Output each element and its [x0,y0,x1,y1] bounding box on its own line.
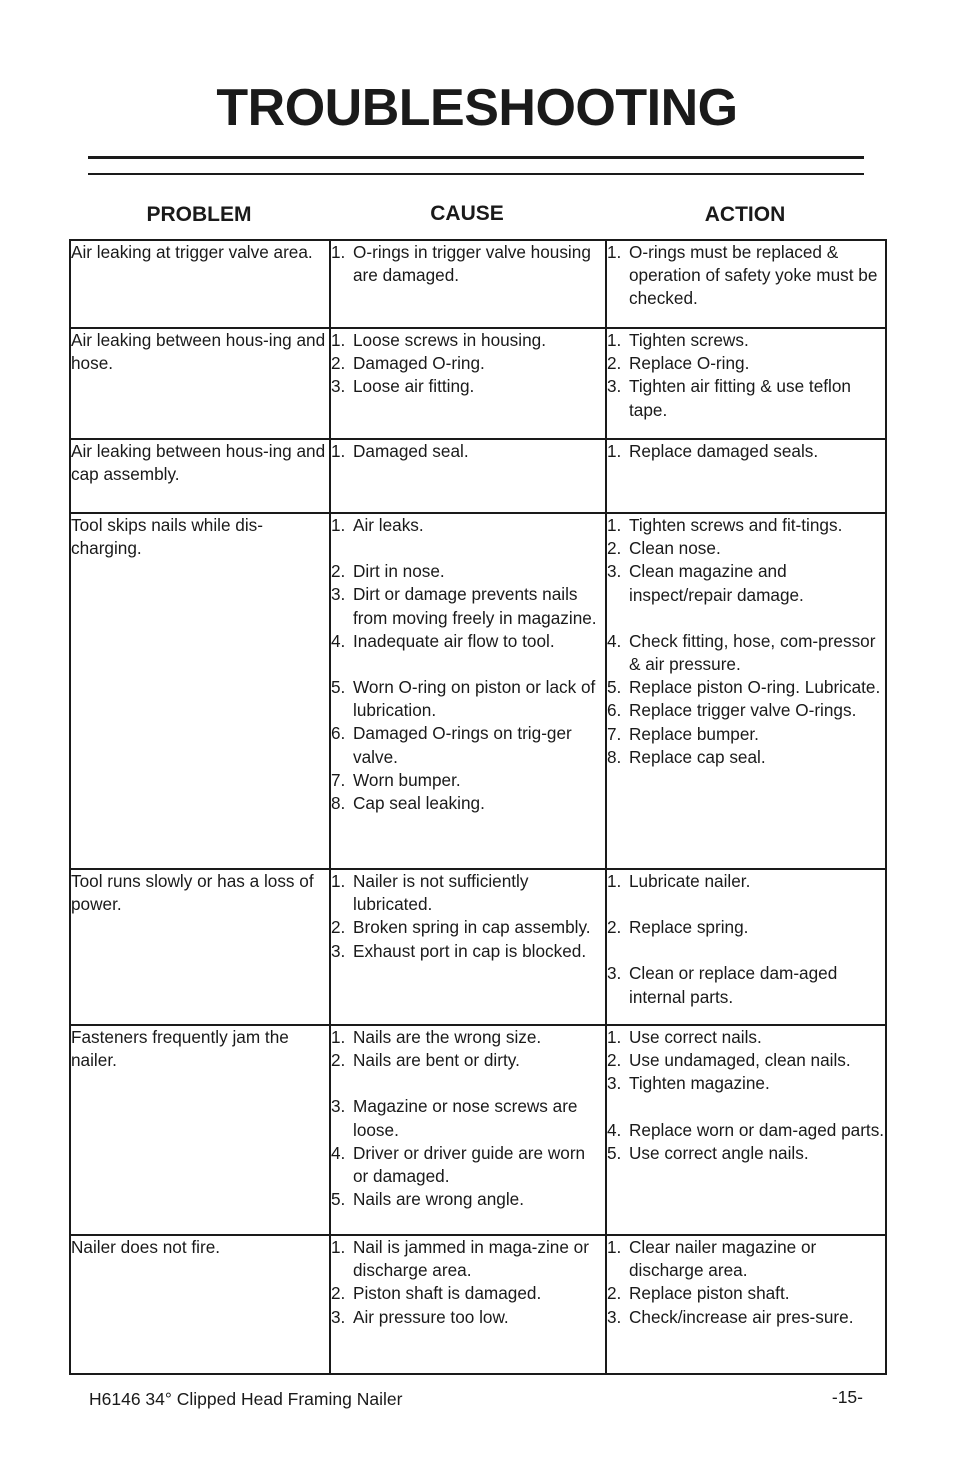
table-row [70,513,886,869]
item-number: 3. [607,1306,622,1327]
action-cell [606,1025,886,1235]
item-text: Inadequate air flow to tool. [353,630,555,651]
item-text: Magazine or nose screws are loose. [353,1096,578,1140]
list-item [331,940,605,963]
item-text: Replace damaged seals. [629,441,819,461]
list-item [331,1282,605,1305]
problem-text: Tool runs slowly or has a loss of power. [71,871,314,915]
item-text: Damaged O-ring. [353,353,485,374]
item-text: Nails are bent or dirty. [353,1050,520,1071]
item-text: Clean or replace dam-aged internal parts. [629,963,838,1007]
table-row [70,328,886,439]
problem-cell [70,513,330,869]
list-item [331,1095,605,1141]
list-item [607,1072,885,1095]
item-number: 8. [331,793,346,814]
item-text: Check/increase air pres-sure. [629,1306,854,1327]
list-item [331,1236,605,1282]
action-cell [606,328,886,439]
item-text: Replace trigger valve O-rings. [629,700,857,721]
item-number: 3. [331,376,346,397]
list-item [607,746,885,769]
item-number: 1. [331,441,346,461]
list-item [331,769,605,792]
page-title: TROUBLESHOOTING [216,79,738,137]
item-number: 1. [331,330,346,350]
list-item [331,514,605,537]
item-text: Nails are the wrong size. [353,1027,542,1047]
cause-cell [330,328,606,439]
cause-cell [330,513,606,869]
list-item [607,352,885,375]
list-item [331,676,605,722]
problem-text: Air leaking between hous-ing and cap assembly. [71,441,326,485]
list-item [331,583,605,629]
problem-cell [70,869,330,1025]
item-number: 3. [331,584,346,605]
item-text: Use correct angle nails. [629,1142,809,1163]
item-number: 5. [607,1142,622,1163]
action-cell [606,513,886,869]
list-item [607,630,885,676]
item-text: Piston shaft is damaged. [353,1283,542,1304]
item-number: 2. [607,1283,622,1304]
item-number: 6. [331,723,346,744]
list-item [607,962,885,1008]
list-item [331,440,605,463]
list-item [607,676,885,699]
item-text: Clear nailer magazine or discharge area. [629,1237,817,1281]
list-item [331,792,605,815]
list-item [331,630,605,653]
problem-cell [70,240,330,328]
item-number: 1. [331,871,346,891]
list-item [607,514,885,537]
page-number: -15- [831,1387,863,1407]
item-text: Replace piston O-ring. Lubricate. [629,677,881,698]
item-text: Replace cap seal. [629,746,766,767]
item-number: 2. [607,538,622,559]
item-number: 1. [607,441,622,461]
title-rule-thick [88,156,864,159]
problem-cell [70,328,330,439]
item-number: 1. [607,1237,622,1257]
list-item [607,1119,885,1142]
item-text: Use undamaged, clean nails. [629,1050,851,1071]
list-item [607,560,885,606]
list-item [331,375,605,398]
item-number: 2. [331,1283,346,1304]
list-item [607,329,885,352]
action-cell [606,240,886,328]
item-text: Check fitting, hose, com-pressor & air pressure. [629,630,876,675]
item-number: 8. [607,746,622,767]
column-header-cause: CAUSE [430,202,504,225]
item-text: Worn O-ring on piston or lack of lubrication. [353,677,596,721]
item-text: Replace O-ring. [629,353,750,374]
list-item [331,241,605,287]
item-text: Air pressure too low. [353,1306,509,1327]
list-item [607,1049,885,1072]
list-item [607,1282,885,1305]
list-item [607,1026,885,1049]
cause-cell [330,1235,606,1374]
item-number: 3. [331,1096,346,1117]
list-item [331,1306,605,1329]
item-number: 4. [607,1119,622,1140]
item-text: Replace spring. [629,917,749,938]
problem-text: Nailer does not fire. [71,1237,221,1257]
item-text: O-rings must be replaced & operation of safety yoke must be checked. [629,242,878,309]
item-number: 7. [331,769,346,790]
item-number: 1. [331,1237,346,1257]
problem-text: Fasteners frequently jam the nailer. [71,1027,289,1071]
list-item [607,870,885,893]
item-number: 6. [607,700,622,721]
item-number: 1. [607,242,622,262]
list-item [331,1142,605,1188]
item-text: Replace piston shaft. [629,1283,790,1304]
item-number: 3. [607,963,622,984]
item-number: 1. [607,1027,622,1047]
item-number: 7. [607,723,622,744]
item-text: Dirt in nose. [353,561,445,582]
item-number: 2. [607,917,622,938]
list-item [607,375,885,421]
item-text: Damaged seal. [353,441,469,461]
list-item [331,916,605,939]
list-item [331,870,605,916]
item-text: Air leaks. [353,515,424,535]
action-cell [606,1235,886,1374]
column-header-problem: PROBLEM [146,203,252,226]
list-item [331,329,605,352]
item-number: 2. [607,1050,622,1071]
list-item [607,916,885,939]
item-number: 2. [331,1050,346,1071]
list-item [607,1306,885,1329]
item-text: Replace worn or dam-aged parts. [629,1119,885,1140]
column-header-action: ACTION [704,203,786,226]
table-row [70,1025,886,1235]
problem-cell [70,439,330,513]
item-number: 1. [331,242,346,262]
item-number: 5. [607,677,622,698]
problem-cell [70,1235,330,1374]
title-rule-thin [88,173,864,175]
list-item [331,560,605,583]
list-item [607,723,885,746]
problem-text: Air leaking between hous-ing and hose. [71,330,326,374]
item-text: Clean nose. [629,538,721,559]
item-text: Use correct nails. [629,1027,762,1047]
table-row [70,869,886,1025]
troubleshooting-table [69,239,887,1375]
list-item [331,1188,605,1211]
list-item [607,440,885,463]
item-text: Clean magazine and inspect/repair damage. [629,561,804,605]
list-item [331,1026,605,1049]
item-text: Tighten screws. [629,330,749,350]
item-text: Exhaust port in cap is blocked. [353,940,587,961]
item-text: Broken spring in cap assembly. [353,917,591,938]
action-cell [606,439,886,513]
item-text: Nailer is not sufficiently lubricated. [353,871,529,915]
list-item [607,241,885,311]
item-number: 5. [331,1189,346,1210]
item-number: 1. [607,330,622,350]
item-text: Lubricate nailer. [629,871,751,891]
item-text: Nails are wrong angle. [353,1189,525,1210]
item-text: Loose air fitting. [353,376,475,397]
item-text: Replace bumper. [629,723,759,744]
cause-cell [330,240,606,328]
cause-cell [330,869,606,1025]
list-item [607,699,885,722]
item-number: 2. [331,561,346,582]
table-row [70,240,886,328]
problem-text: Air leaking at trigger valve area. [71,242,313,262]
item-number: 2. [331,917,346,938]
item-number: 1. [331,1027,346,1047]
item-text: Damaged O-rings on trig-ger valve. [353,723,572,767]
item-text: Tighten magazine. [629,1073,770,1094]
list-item [607,1142,885,1165]
list-item [607,1236,885,1282]
item-text: Nail is jammed in maga-zine or discharge area. [353,1237,589,1281]
item-text: Tighten air fitting & use teflon tape. [629,376,851,420]
item-text: O-rings in trigger valve housing are damaged. [353,242,591,286]
list-item [331,722,605,768]
item-text: Tighten screws and fit-tings. [629,515,843,535]
item-text: Driver or driver guide are worn or damaged. [353,1142,586,1187]
item-number: 5. [331,677,346,698]
problem-cell [70,1025,330,1235]
list-item [607,537,885,560]
item-number: 1. [607,871,622,891]
item-text: Dirt or damage prevents nails from moving freely in magazine. [353,584,597,628]
item-number: 3. [331,940,346,961]
list-item [331,352,605,375]
footer-product-name: H6146 34° Clipped Head Framing Nailer [89,1389,403,1409]
item-number: 4. [607,630,622,651]
table-row [70,1235,886,1374]
cause-cell [330,439,606,513]
item-number: 3. [607,561,622,582]
cause-cell [330,1025,606,1235]
problem-text: Tool skips nails while dis-charging. [71,515,263,559]
list-item [331,1049,605,1072]
item-number: 4. [331,630,346,651]
item-number: 2. [331,353,346,374]
item-number: 3. [331,1306,346,1327]
item-text: Loose screws in housing. [353,330,546,350]
item-number: 2. [607,353,622,374]
item-number: 1. [607,515,622,535]
action-cell [606,869,886,1025]
item-text: Worn bumper. [353,769,461,790]
table-row [70,439,886,513]
item-number: 3. [607,1073,622,1094]
item-number: 3. [607,376,622,397]
item-number: 1. [331,515,346,535]
item-number: 4. [331,1142,346,1163]
item-text: Cap seal leaking. [353,793,485,814]
